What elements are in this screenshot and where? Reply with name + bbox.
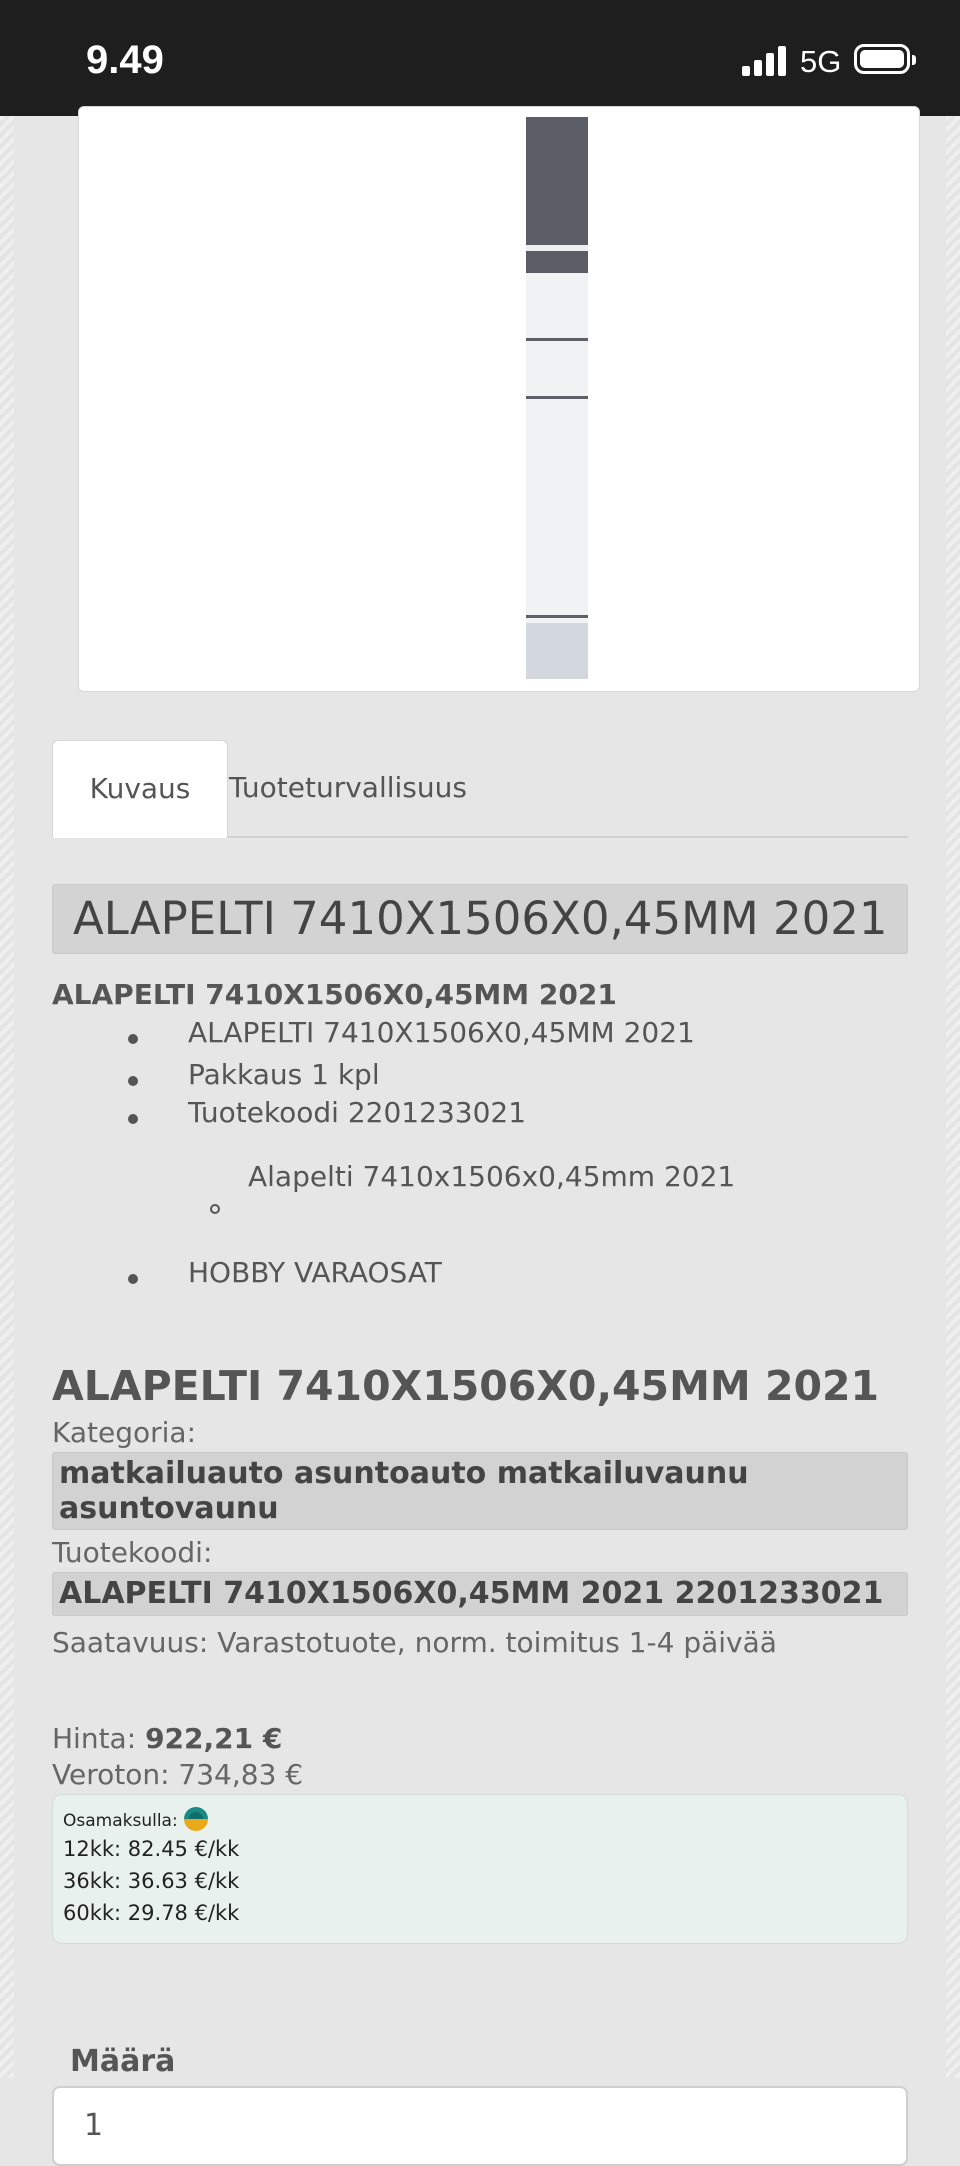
page-side-decoration-right bbox=[946, 116, 960, 2078]
sub-list-item-text: Alapelti 7410x1506x0,45mm 2021 bbox=[248, 1160, 736, 1193]
quantity-label: Määrä bbox=[70, 2044, 176, 2079]
installment-60-months: 60kk: 29.78 €/kk bbox=[63, 1901, 240, 1925]
bullet-icon bbox=[128, 1274, 138, 1284]
installment-box bbox=[52, 1794, 908, 1944]
bullet-icon bbox=[128, 1076, 138, 1086]
product-image-card[interactable] bbox=[78, 106, 920, 692]
tab-kuvaus[interactable]: Kuvaus bbox=[52, 740, 228, 838]
installment-36-months: 36kk: 36.63 €/kk bbox=[63, 1869, 240, 1893]
product-title: ALAPELTI 7410X1506X0,45MM 2021 bbox=[52, 1362, 880, 1410]
price-line bbox=[52, 1722, 282, 1755]
installment-12-months: 12kk: 82.45 €/kk bbox=[63, 1837, 240, 1861]
availability-text: Saatavuus: Varastotuote, norm. toimitus 1-4 päivää bbox=[52, 1626, 777, 1659]
description-bold-title: ALAPELTI 7410X1506X0,45MM 2021 bbox=[52, 978, 617, 1011]
battery-icon bbox=[854, 44, 910, 74]
product-code-label: Tuotekoodi: bbox=[52, 1536, 213, 1569]
page-side-decoration-left bbox=[0, 116, 14, 2078]
description-headline: ALAPELTI 7410X1506X0,45MM 2021 bbox=[52, 884, 908, 954]
signal-strength-icon bbox=[742, 44, 788, 76]
category-label: Kategoria: bbox=[52, 1416, 197, 1449]
bullet-icon bbox=[128, 1114, 138, 1124]
bullet-icon bbox=[128, 1034, 138, 1044]
status-time: 9.49 bbox=[86, 38, 164, 82]
circle-bullet-icon bbox=[210, 1204, 220, 1214]
product-tabs bbox=[52, 740, 908, 838]
quantity-input[interactable]: 1 bbox=[52, 2086, 908, 2166]
list-item-text: Tuotekoodi 2201233021 bbox=[188, 1096, 527, 1129]
list-item-text: Pakkaus 1 kpl bbox=[188, 1058, 380, 1091]
network-type-label: 5G bbox=[800, 44, 842, 79]
price-label: Hinta: bbox=[52, 1722, 137, 1755]
status-bar bbox=[0, 0, 960, 116]
list-item-text: ALAPELTI 7410X1506X0,45MM 2021 bbox=[188, 1016, 695, 1049]
product-page bbox=[14, 116, 946, 2143]
price-value: 922,21 € bbox=[145, 1722, 283, 1755]
category-value: matkailuauto asuntoauto matkailuvaunu asuntovaunu bbox=[52, 1452, 908, 1530]
installment-label: Osamaksulla: bbox=[63, 1811, 178, 1831]
tab-tuoteturvallisuus[interactable]: Tuoteturvallisuus bbox=[229, 771, 467, 804]
product-code-value: ALAPELTI 7410X1506X0,45MM 2021 2201233021 bbox=[52, 1572, 908, 1616]
list-item-text: HOBBY VARAOSAT bbox=[188, 1256, 442, 1289]
product-image bbox=[526, 117, 588, 679]
installment-provider-logo-icon bbox=[181, 1801, 211, 1831]
vat-free-price: Veroton: 734,83 € bbox=[52, 1758, 304, 1791]
